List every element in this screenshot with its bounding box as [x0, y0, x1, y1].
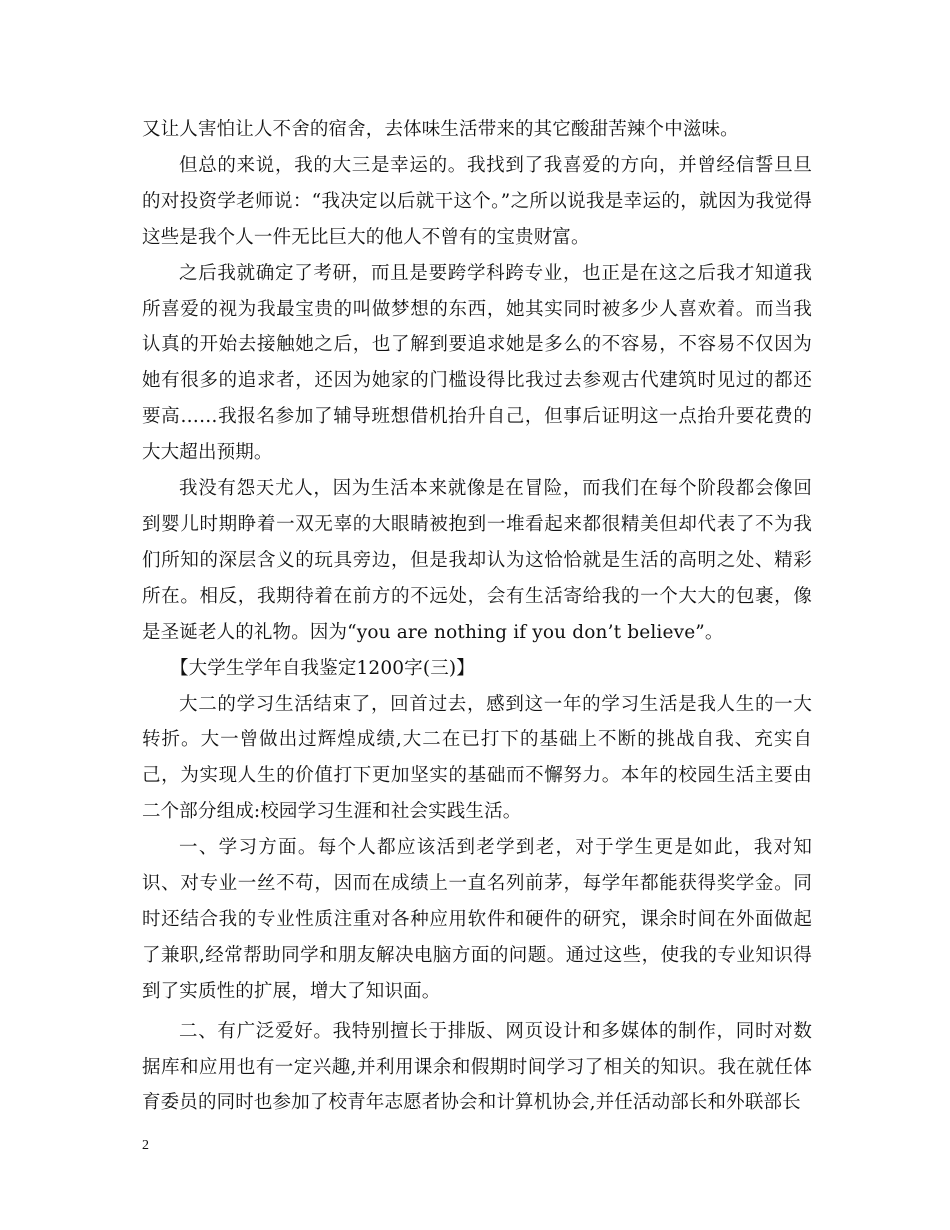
paragraph-grad-exam: 之后我就确定了考研，而且是要跨学科跨专业，也正是在这之后我才知道我所喜爱的视为我最宝贵的叫做梦想的东西，她其实同时被多少人喜欢着。而当我认真的开始去接触她之后，也了解到要追求她是多么的不容易，不容易不仅因为她有很多的追求者，还因为她家的门槛设得比我过去参观古代建筑时见过的都还要高……我报名参加了辅导班想借机抬升自己，但事后证明这一点抬升要花费的大大超出预期。 [142, 262, 812, 464]
paragraph-sophomore-summary: 大二的学习生活结束了，回首过去，感到这一年的学习生活是我人生的一大转折。大一曾做出过辉煌成绩,大二在已打下的基础上不断的挑战自我、充实自己，为实现人生的价值打下更加坚实的基础而不懈努力。本年的校园生活主要由二个部分组成:校园学习生涯和社会实践生活。 [142, 693, 812, 823]
paragraph-hobbies: 二、有广泛爱好。我特别擅长于排版、网页设计和多媒体的制作，同时对数据库和应用也有一定兴趣,并利用课余和假期时间学习了相关的知识。我在就任体育委员的同时也参加了校青年志愿者协会和计算机协会,并任活动部长和外联部长 [142, 1020, 812, 1114]
page-body [142, 112, 812, 1121]
paragraph-study: 一、学习方面。每个人都应该活到老学到老，对于学生更是如此，我对知识、对专业一丝不苟，因而在成绩上一直名列前茅，每学年都能获得奖学金。同时还结合我的专业性质注重对各种应用软件和硬件的研究，课余时间在外面做起了兼职,经常帮助同学和朋友解决电脑方面的问题。通过这些，使我的专业知识得到了实质性的扩展，增大了知识面。 [142, 837, 812, 1002]
page-number: 2 [142, 1138, 149, 1153]
paragraph-lucky-junior-year: 但总的来说，我的大三是幸运的。我找到了我喜爱的方向，并曾经信誓旦旦的对投资学老师说：“我决定以后就干这个。”之所以说我是幸运的，就因为我觉得这些是我个人一件无比巨大的他人不曾有的宝贵财富。 [142, 154, 812, 248]
paragraph-no-complaints: 我没有怨天尤人，因为生活本来就像是在冒险，而我们在每个阶段都会像回到婴儿时期睁着一双无辜的大眼睛被抱到一堆看起来都很精美但却代表了不为我们所知的深层含义的玩具旁边，但是我却认为这恰恰就是生活的高明之处、精彩所在。相反，我期待着在前方的不远处，会有生活寄给我的一个大大的包裹，像是圣诞老人的礼物。因为“you are nothing if you don’t believe”。 [142, 478, 812, 643]
paragraph-continuation: 又让人害怕让人不舍的宿舍，去体味生活带来的其它酸甜苦辣个中滋味。 [142, 119, 739, 140]
section-heading: 【大学生学年自我鉴定1200字(三)】 [170, 657, 475, 679]
